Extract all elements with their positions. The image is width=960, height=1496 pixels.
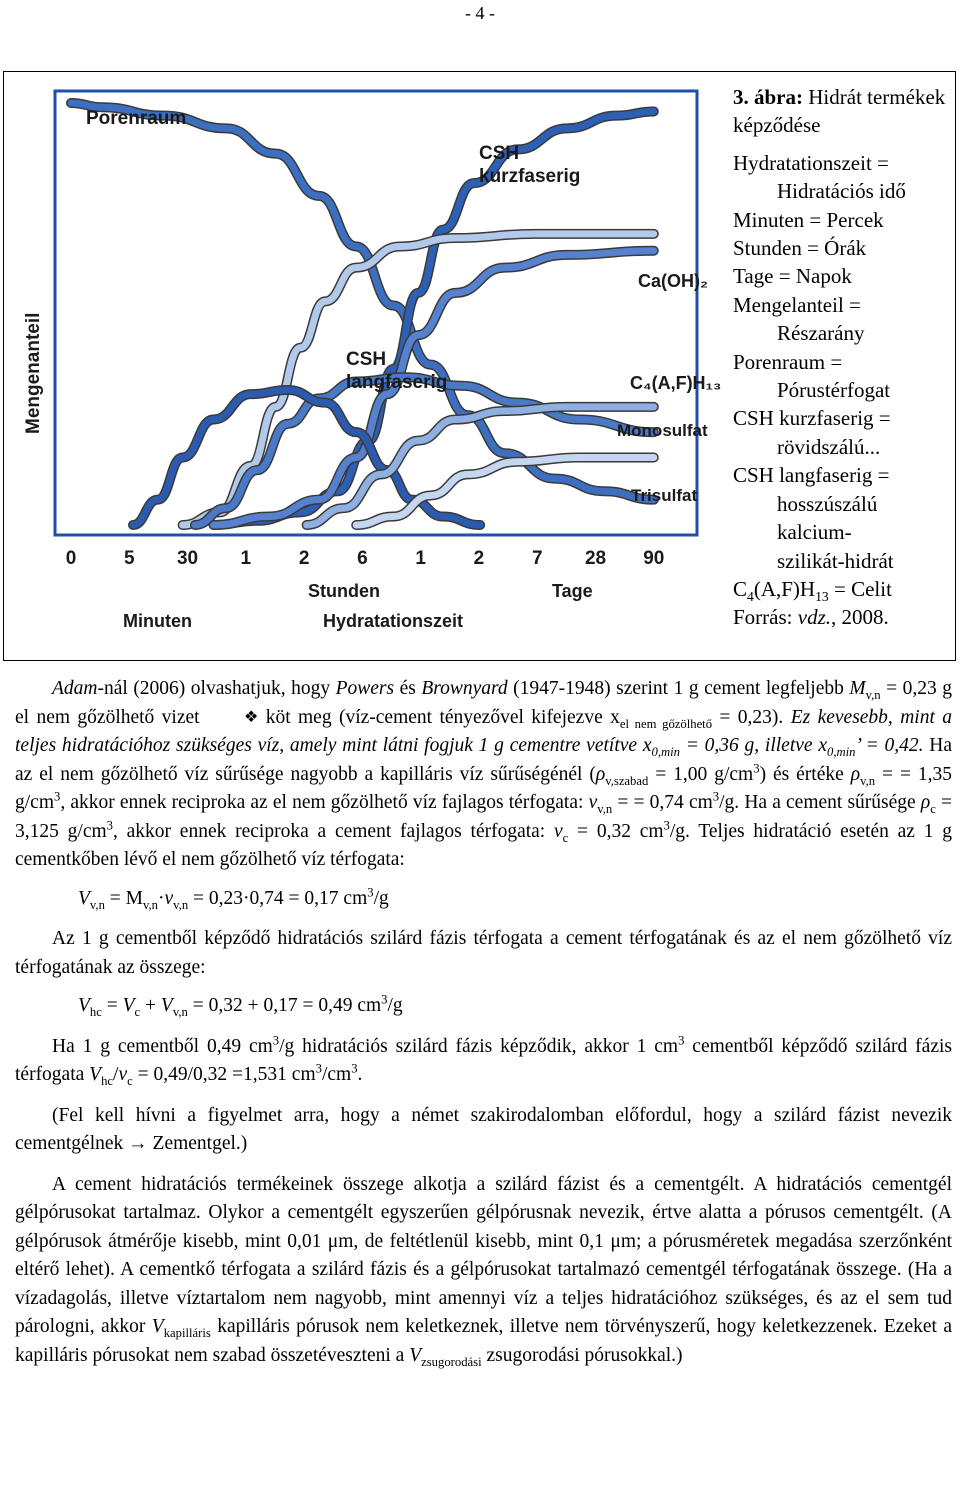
paragraph-1: Adam-nál (2006) olvashatjuk, hogy Powers és Brownyard (1947-1948) szerint 1 g cement legfeljebb $M_{v,n} = 0,23$ g el nem gőzölhető vizet ❖ köt meg (víz-cement tényezővel kifejezve $x_{el nem gőzölhető} = 0,23$). Ez kevesebb, mint a teljes hidratációhoz szükséges víz, amely mint látni fogjuk 1 g cementre vetítve $x_{0,min} = 0,36$ g, illetve $x_{0,min}$’ = 0,42. Ha az el nem gőzölhető víz sűrűsége nagyobb a kapilláris víz sűrűségénél ($\rho_{v,szabad} = 1,00$ $g/cm^3$) és értéke $\rho_{v,n}$ = = 1,35 $g/cm^3$, akkor ennek reciproka az el nem gőzölhető víz fajlagos térfogata: $v_{v,n}$ = = 0,74 $cm^3/g$. Ha a cement sűrűsége $\rho_c = 3,125$ $g/cm^3$, akkor ennek reciproka a cement fajlagos térfogata: $v_c = 0,32$ $cm^3/g$. Teljes hidratáció esetén az 1 g cementkőben lévő el nem gőzölhető víz térfogata: [15, 678, 953, 870]
label-csh-kurz-line2: kurzfaserig [479, 166, 581, 187]
caption-term-0: Hydratationszeit = [733, 150, 889, 175]
label-c4afh13: C₄(A,F)H₁₃ [630, 373, 722, 393]
label-monosulfat: Monosulfat [617, 421, 708, 440]
x-tick-label: 30 [176, 548, 199, 569]
y-axis-label: Mengenanteil [23, 312, 44, 434]
label-tage: Tage [552, 581, 593, 601]
x-tick-label: 90 [643, 548, 665, 569]
celit-af-h: (A,F)H [753, 576, 816, 601]
caption-term-translation-4: Részarány [777, 321, 865, 346]
celit-equals: = Celit [828, 576, 892, 601]
caption-term-translation-8: kalcium- [777, 520, 852, 545]
caption-term-translation-0: Hidratációs idő [777, 179, 906, 204]
source-year: , 2008. [831, 605, 889, 630]
x-tick-label: 2 [473, 548, 485, 569]
paragraph-4: (Fel kell hívni a figyelmet arra, hogy a német szakirodalomban előfordul, hogy a szilárd fázist nevezik cementgélnek → Zementgel.) [15, 1104, 952, 1154]
source-label: Forrás: [733, 605, 798, 630]
label-csh-kurz-line1: CSH [479, 143, 520, 164]
celit-c: C [733, 576, 748, 601]
hydration-chart [17, 89, 722, 639]
equation-vvn: $V_{v,n} = M_{v,n}\cdot v_{v,n} = 0,23\cdot 0,74 = 0,17$ $cm^3/g$ [78, 885, 389, 912]
source-name: vdz. [797, 605, 831, 630]
x-tick-label: 5 [123, 548, 135, 569]
paragraph-5: A cement hidratációs termékeinek összege alkotja a szilárd fázist és a cementgélt. A hidratációs cementgél gélpórusokat tartalmaz. Olykor a cementgélt egyszerűen gélpórusnak nevezik, értve alatta a pórusos cementgélt. (A gélpórusok átmérője kisebb, mint 0,01 μm, de feltétlenül kisebb, mint 0,1 μm; a pórusméretek megadása szerzőnként eltérő lehet). A cementkő térfogata a szilárd fázis és a gélpórusokat tartalmazó cementgél térfogatának összege. (Ha a vízadagolás, illetve víztartalom nem nagyobb, mint amennyi víz a teljes hidratációhoz szükséges, és az el sem tud párologni, akkor $V_{kapilláris}$ kapilláris pórusok nem keletkeznek, illetve nem törvényszerű, hogy keletkezzenek. Ezeket a kapilláris pórusokat nem szabad összetéveszteni a $V_{zsugorodási}$ zsugorodási pórusokkal.) [15, 1173, 952, 1369]
caption-title-text: Hidrát termékek képződése [733, 85, 946, 138]
caption-source [733, 603, 955, 631]
caption-term-6: CSH kurzfaserig = [733, 406, 891, 431]
equation-vhc: $V_{hc} = V_c + V_{v,n} = 0,32 + 0,17 = 0,49$ $cm^3/g$ [78, 992, 403, 1019]
label-stunden: Stunden [308, 581, 380, 601]
x-tick-label: 28 [584, 548, 607, 569]
caption-term-2: Stunden = Órák [733, 236, 867, 261]
hydration-chart-svg [17, 89, 722, 639]
caption-term-4: Mengelanteil = [733, 292, 861, 317]
figure-caption [733, 83, 955, 632]
caption-term-1: Minuten = Percek [733, 207, 884, 232]
caption-title-number: 3. ábra: [733, 85, 803, 109]
x-tick-label: 0 [65, 548, 77, 569]
label-porenraum: Porenraum [86, 108, 187, 129]
caption-term-translation-9: szilikát-hidrát [777, 548, 894, 573]
paragraph-2: Az 1 g cementből képződő hidratációs szilárd fázis térfogata a cement térfogatának és az el nem gőzölhető víz térfogatának az összege: [15, 928, 952, 978]
label-csh-lang-line1: CSH [346, 349, 387, 370]
caption-term-translation-7: hosszúszálú [777, 491, 878, 516]
x-tick-label: 2 [298, 548, 310, 569]
x-tick-label: 1 [415, 548, 426, 569]
figure-box [3, 71, 956, 661]
caption-terms-list [733, 149, 955, 575]
label-trisulfat: Trisulfat [631, 486, 698, 505]
caption-term-translation-5: Pórustérfogat [777, 378, 891, 403]
caption-celit [733, 575, 955, 603]
paragraph-3: Ha 1 g cementből 0,49 $cm^3/g$ hidratációs szilárd fázis képződik, akkor 1 $cm^3$ cementből képződő szilárd fázis térfogata $V_{hc}/v_c = 0,49/0,32 =1,531$ $cm^3/cm^3$. [15, 1033, 952, 1088]
x-tick-label: 6 [357, 548, 368, 569]
caption-term-7: CSH langfaserig = [733, 463, 890, 488]
label-csh-lang-line2: langfaserig [346, 372, 448, 393]
label-hydratationszeit: Hydratationszeit [323, 611, 464, 631]
caption-title [733, 83, 955, 140]
label-caoh2: Ca(OH)₂ [638, 271, 708, 291]
body-text [15, 675, 952, 1370]
celit-sub-4: 4 [747, 589, 754, 605]
x-tick-label: 1 [240, 548, 252, 569]
label-minuten: Minuten [123, 611, 192, 631]
caption-term-5: Porenraum = [733, 349, 843, 374]
caption-term-3: Tage = Napok [733, 264, 852, 289]
x-tick-label: 7 [531, 548, 543, 569]
celit-sub-13: 13 [815, 589, 829, 605]
page-number: - 4 - [465, 3, 495, 23]
caption-term-translation-6: rövidszálú... [777, 434, 881, 459]
